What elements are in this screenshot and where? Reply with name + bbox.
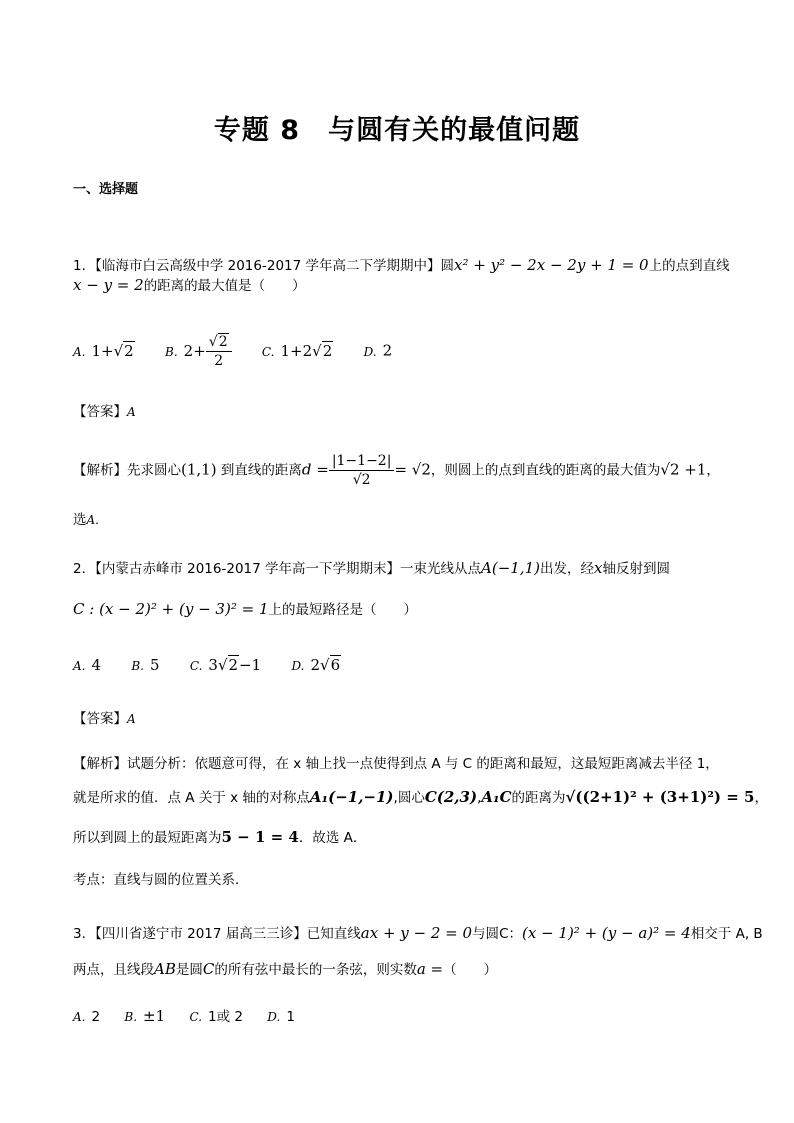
q1-analysis-text-2: 到直线的距离 <box>220 462 302 479</box>
q3-circle-symbol: C <box>202 960 215 978</box>
q3-option-b-label: B. <box>124 1010 138 1024</box>
q3-stem-line2 <box>73 958 497 978</box>
q2-comma-2: ， <box>754 790 768 806</box>
q3-stem-text-4: 是圆 <box>175 962 203 978</box>
q2-option-a-value: 4 <box>91 656 102 674</box>
q3-stem-text-5: 的所有弦中最长的一条弦，则实数 <box>214 962 417 978</box>
q1-analysis-text-3: ，则圆上的点到直线的距离的最大值为 <box>430 462 661 479</box>
q2-analysis-text-3: ,圆心 <box>393 790 425 806</box>
q3-stem-line1 <box>73 922 763 942</box>
q1-option-c-value: 1+2√ 2 <box>281 342 334 360</box>
q3-stem-text: 与圆 <box>472 926 500 942</box>
q2-option-a-label: A. <box>73 659 86 673</box>
q1-option-b-label: B. <box>165 344 178 359</box>
q2-option-d-label: D. <box>291 659 305 673</box>
section-heading: 一、选择题 <box>73 182 139 197</box>
q3-option-b-value: ±1 <box>143 1007 166 1025</box>
q2-stem-line2 <box>73 598 417 618</box>
q2-analysis-line3 <box>73 826 366 846</box>
q2-stem-text-2: 轴反射到圆 <box>602 561 670 577</box>
q2-source: 2．【内蒙古赤峰市 2016-2017 学年高一下学期期末】一束光线从点 <box>73 561 482 577</box>
q1-option-d-value: 2 <box>382 341 393 360</box>
q1-analysis-text-1: 先求圆心 <box>127 462 181 479</box>
q1-options <box>73 333 392 370</box>
q2-analysis-text-4: 的距离为 <box>511 790 566 806</box>
q2-analysis-line2 <box>73 786 768 806</box>
q1-answer-label: 【答案】 <box>73 404 127 420</box>
q3-options <box>73 1005 295 1025</box>
q1-option-c-label: C. <box>261 344 275 359</box>
q1-distance-result: = √2 <box>394 460 431 479</box>
q1-choose-text: 选 <box>73 512 87 528</box>
q1-stem-line1 <box>73 254 730 274</box>
q2-answer <box>73 707 142 727</box>
q2-point: A(−1,1) <box>481 559 540 577</box>
q2-kaodian: 考点：直线与圆的位置关系． <box>73 872 249 888</box>
q2-option-c-value: 3√ 2−1 <box>208 656 261 674</box>
q3-segment: AB <box>154 960 176 978</box>
q2-option-b-label: B. <box>131 659 144 673</box>
q1-line-equation: x − y = 2 <box>73 276 144 294</box>
q1-max-value: √2 +1 <box>660 460 707 479</box>
q2-analysis-text-1: 试题分析：依题意可得，在 x 轴上找一点使得到点 A 与 C 的距离和最短，这最短距离减去半径 1， <box>127 756 719 772</box>
q1-answer-value: A <box>127 405 136 419</box>
q2-analysis-text-5: 所以到圆上的最短距离为 <box>73 830 222 846</box>
q1-center: (1,1) <box>181 460 217 479</box>
q3-option-c-value: 1或 2 <box>208 1009 243 1025</box>
q3-source: 3．【四川省遂宁市 2017 届高三三诊】已知直线 <box>73 926 361 942</box>
q3-option-a-label: A. <box>73 1010 86 1024</box>
q2-option-c-label: C. <box>189 659 203 673</box>
q1-stem-text: 上的点到直线 <box>648 258 730 274</box>
q3-blank: （ ） <box>443 962 498 978</box>
q3-circle-equation: (x − 1)² + (y − a)² = 4 <box>522 924 691 942</box>
q3-variable: a = <box>416 960 444 978</box>
q2-circle-center: C(2,3) <box>424 788 478 806</box>
q2-analysis-label: 【解析】 <box>73 756 127 772</box>
q2-options <box>73 656 341 674</box>
q2-option-d-value: 2√ 6 <box>310 656 341 674</box>
q1-option-d-label: D. <box>363 344 377 359</box>
q3-circle-label: C： <box>499 926 522 942</box>
q1-choose-answer: A. <box>86 513 99 527</box>
q1-circle-equation: x² + y² − 2x − 2y + 1 = 0 <box>454 256 649 274</box>
q2-stem-text: 出发，经 <box>539 561 594 577</box>
q2-stem-line1 <box>73 557 670 577</box>
q3-option-d-value: 1 <box>286 1009 295 1025</box>
q1-fraction-denominator: √2 <box>352 472 371 488</box>
q2-analysis-text-6: ．故选 A． <box>298 830 367 846</box>
q1-fraction-numerator: |1−1−2| <box>329 452 395 471</box>
q1-distance-symbol: d = <box>301 460 329 479</box>
q3-option-c-label: C. <box>189 1010 203 1024</box>
q1-stem-line2 <box>73 274 306 294</box>
q2-analysis-line1 <box>73 752 719 772</box>
q2-option-b-value: 5 <box>149 656 160 674</box>
q2-axis: x <box>593 559 603 577</box>
q2-analysis-text-2: 就是所求的值．点 A 关于 x 轴的对称点 <box>73 790 310 806</box>
q1-option-a-label: A. <box>73 344 86 359</box>
q1-source: 1．【临海市白云高级中学 2016-2017 学年高二下学期期中】圆 <box>73 258 455 274</box>
q1-stem-text-2: 的距离的最大值是（ ） <box>143 278 306 294</box>
q2-circle-equation: C : (x − 2)² + (y − 3)² = 1 <box>73 600 269 618</box>
q2-segment: A₁C <box>481 788 512 806</box>
q2-answer-value: A <box>127 712 136 726</box>
q3-line-equation: ax + y − 2 = 0 <box>360 924 473 942</box>
q1-answer <box>73 400 142 420</box>
q2-distance-formula: √((2+1)² + (3+1)²) = 5 <box>565 788 755 806</box>
q3-option-d-label: D. <box>267 1010 281 1024</box>
q2-stem-text-3: 上的最短路径是（ ） <box>268 602 417 618</box>
q1-analysis-label: 【解析】 <box>73 462 127 479</box>
q2-answer-label: 【答案】 <box>73 711 127 727</box>
q1-distance-fraction <box>329 452 395 489</box>
q1-analysis-end <box>73 508 105 528</box>
q3-stem-text-2: 相交于 A, B <box>690 926 763 942</box>
q2-result: 5 − 1 = 4 <box>221 828 299 846</box>
q2-comma: , <box>477 790 482 806</box>
q1-option-a-value: 1+√ 2 <box>91 342 134 360</box>
q1-analysis: 【解析】先求圆心(1,1) 到直线的距离d = $\frac{|1-1-2|}{√2}$ = √2，则圆上的点到直线的距离的最大值为√2 +1， <box>73 453 720 488</box>
q1-option-b-value: 2+ √ $\frac{2}{2}$ <box>184 342 232 360</box>
q3-option-a-value: 2 <box>91 1009 101 1025</box>
q2-symmetric-point: A₁(−1,−1) <box>309 788 394 806</box>
q3-stem-text-3: 两点，且线段 <box>73 962 154 978</box>
page-title: 专题 8 与圆有关的最值问题 <box>213 115 581 146</box>
